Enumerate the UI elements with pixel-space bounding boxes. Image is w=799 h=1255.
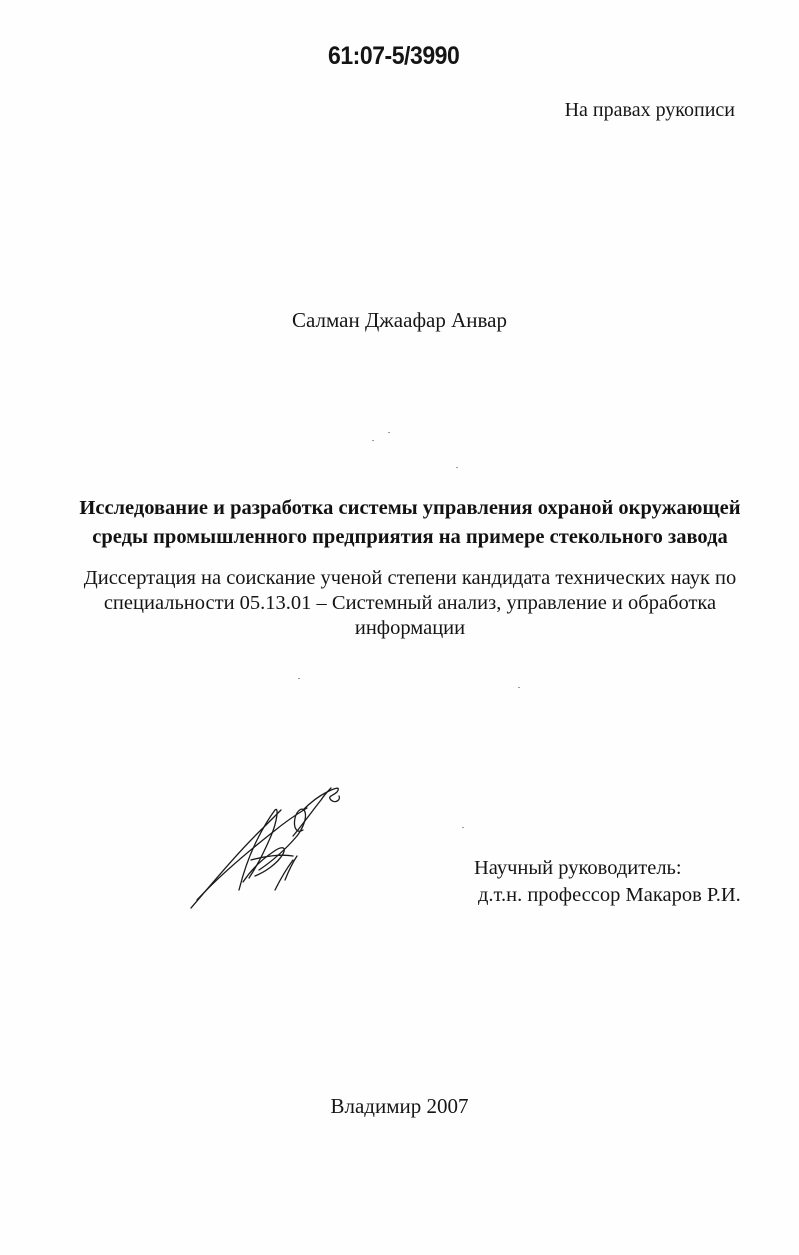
title-line-2: среды промышленного предприятия на примере стекольного завода <box>92 526 728 548</box>
rights-note: На правах рукописи <box>564 99 735 121</box>
handwritten-signature <box>185 770 355 920</box>
title-line-1: Исследование и разработка системы управления охраной окружающей <box>79 497 741 519</box>
author-name: Салман Джаафар Анвар <box>292 308 507 332</box>
supervisor-name: д.т.н. профессор Макаров Р.И. <box>478 884 741 906</box>
scan-speck <box>388 432 390 433</box>
supervisor-block <box>474 855 741 909</box>
dissertation-description <box>60 566 760 641</box>
description-line-3: информации <box>354 617 466 639</box>
city-year: Владимир 2007 <box>330 1094 469 1118</box>
dissertation-title <box>60 494 760 552</box>
description-line-2: специальности 05.13.01 – Системный анализ, управление и обработка <box>103 592 717 614</box>
scan-speck <box>298 678 300 679</box>
description-line-1: Диссертация на соискание ученой степени кандидата технических наук по <box>83 567 737 589</box>
scan-speck <box>456 467 458 468</box>
scan-speck <box>518 687 520 688</box>
supervisor-label: Научный руководитель: <box>474 857 682 879</box>
scan-speck <box>462 827 464 828</box>
archive-stamp-number: 61:07-5/3990 <box>328 42 460 70</box>
scan-speck <box>372 440 374 441</box>
